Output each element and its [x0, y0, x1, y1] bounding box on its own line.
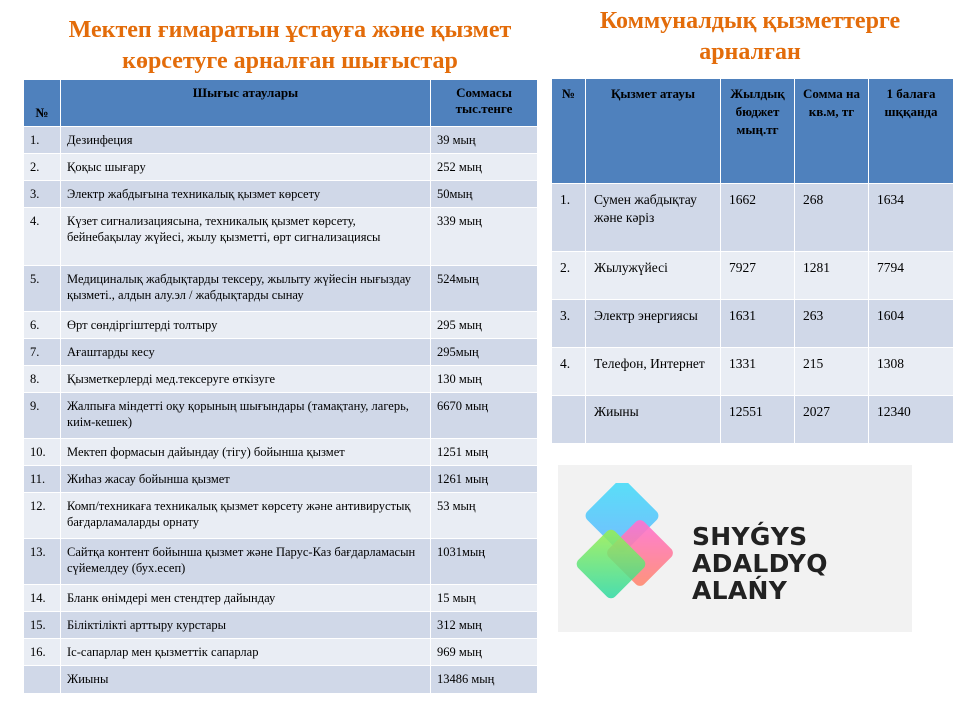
- table-row: [24, 339, 538, 366]
- col-header-num: №: [24, 80, 61, 127]
- cell-amount: 15 мың: [431, 585, 538, 612]
- table-row: [24, 127, 538, 154]
- cell-amount: 969 мың: [431, 639, 538, 666]
- table-row: [24, 666, 538, 694]
- cell-amount: 130 мың: [431, 366, 538, 393]
- cell-name: Бланк өнімдері мен стендтер дайындау: [61, 585, 431, 612]
- cell-amount: 312 мың: [431, 612, 538, 639]
- cell-num: 6.: [24, 312, 61, 339]
- table-row: [24, 181, 538, 208]
- cell-name: Күзет сигнализациясына, техникалық қызмет көрсету, бейнебақылау жүйесі, жылу қызметті, өрт сигнализациясы: [61, 208, 431, 266]
- cell-amount: 524мың: [431, 266, 538, 312]
- cell-name: Электр жабдығына техникалық қызмет көрсету: [61, 181, 431, 208]
- col-header-sum: Сомма на кв.м, тг: [795, 79, 869, 184]
- cell-name: Іс-сапарлар мен қызметтік сапарлар: [61, 639, 431, 666]
- cell-name: Жиһаз жасау бойынша қызмет: [61, 466, 431, 493]
- cell-num: 8.: [24, 366, 61, 393]
- cell-per-child: 7794: [869, 252, 954, 300]
- cell-budget: 1662: [721, 184, 795, 252]
- cell-num: [24, 666, 61, 694]
- cell-num: 3.: [552, 300, 586, 348]
- cell-budget: 12551: [721, 396, 795, 444]
- cell-num: 11.: [24, 466, 61, 493]
- col-header-num: №: [552, 79, 586, 184]
- cell-amount: 50мың: [431, 181, 538, 208]
- cell-name: Электр энергиясы: [586, 300, 721, 348]
- logo-line-1: SHYǴYS: [692, 522, 808, 551]
- cell-name: Қызметкерлерді мед.тексеруге өткізуге: [61, 366, 431, 393]
- logo-wordmark: [692, 523, 912, 604]
- col-header-service: Қызмет атауы: [586, 79, 721, 184]
- cell-amount: 339 мың: [431, 208, 538, 266]
- cell-budget: 1331: [721, 348, 795, 396]
- table-row: [24, 639, 538, 666]
- table-row: [552, 184, 954, 252]
- cell-name: Жиыны: [61, 666, 431, 694]
- cell-amount: 13486 мың: [431, 666, 538, 694]
- cell-amount: 1251 мың: [431, 439, 538, 466]
- cell-amount: 53 мың: [431, 493, 538, 539]
- cell-sum: 1281: [795, 252, 869, 300]
- cell-num: 10.: [24, 439, 61, 466]
- col-header-amount: Соммасы тыс.тенге: [431, 80, 538, 127]
- cell-amount: 252 мың: [431, 154, 538, 181]
- cell-name: Жылужүйесі: [586, 252, 721, 300]
- table-row: [552, 252, 954, 300]
- table-row: [24, 312, 538, 339]
- cell-amount: 295 мың: [431, 312, 538, 339]
- cell-name: Біліктілікті арттыру курстары: [61, 612, 431, 639]
- cell-amount: 1031мың: [431, 539, 538, 585]
- expenses-table: [23, 79, 538, 694]
- cell-budget: 7927: [721, 252, 795, 300]
- cell-sum: 215: [795, 348, 869, 396]
- cell-amount: 6670 мың: [431, 393, 538, 439]
- cell-name: Жалпыға міндетті оқу қорының шығындары (тамақтану, лагерь, киім-кешек): [61, 393, 431, 439]
- cell-num: 4.: [24, 208, 61, 266]
- cell-name: Сумен жабдықтау және кәріз: [586, 184, 721, 252]
- cell-per-child: 1308: [869, 348, 954, 396]
- table-row: [24, 208, 538, 266]
- table-row: [24, 393, 538, 439]
- table-row: [552, 300, 954, 348]
- cell-name: Медициналық жабдықтарды тексеру, жылыту жүйесін нығыздау қызметі., алдын алу.эл / жабдықтарды сынау: [61, 266, 431, 312]
- cell-sum: 268: [795, 184, 869, 252]
- cell-num: 14.: [24, 585, 61, 612]
- cell-sum: 2027: [795, 396, 869, 444]
- table-row: [24, 366, 538, 393]
- table-row: [24, 612, 538, 639]
- cell-amount: 39 мың: [431, 127, 538, 154]
- cell-name: Телефон, Интернет: [586, 348, 721, 396]
- table-row: [24, 493, 538, 539]
- col-header-name: Шығыс атаулары: [61, 80, 431, 127]
- cell-name: Комп/техникаға техникалық қызмет көрсету және антивирустық бағдарламаларды орнату: [61, 493, 431, 539]
- expenses-title: Мектеп ғимаратын ұстауға және қызмет көрсетуге арналған шығыстар: [68, 17, 512, 74]
- cell-name: Мектеп формасын дайындау (тігу) бойынша қызмет: [61, 439, 431, 466]
- cell-name: Ағаштарды кесу: [61, 339, 431, 366]
- cell-name: Өрт сөндіргіштерді толтыру: [61, 312, 431, 339]
- table-row: [24, 539, 538, 585]
- table-row: [24, 585, 538, 612]
- logo-panel: [558, 465, 912, 632]
- cell-sum: 263: [795, 300, 869, 348]
- cell-amount: 1261 мың: [431, 466, 538, 493]
- cell-num: 5.: [24, 266, 61, 312]
- cell-num: 16.: [24, 639, 61, 666]
- table-row: [24, 466, 538, 493]
- cell-per-child: 12340: [869, 396, 954, 444]
- cell-name: Жиыны: [586, 396, 721, 444]
- cell-amount: 295мың: [431, 339, 538, 366]
- cell-num: 1.: [24, 127, 61, 154]
- cell-num: 2.: [552, 252, 586, 300]
- logo-icon: [570, 483, 680, 613]
- col-header-per-child: 1 балаға шққанда: [869, 79, 954, 184]
- col-header-budget: Жылдық бюджет мың.тг: [721, 79, 795, 184]
- table-row: [24, 439, 538, 466]
- cell-per-child: 1634: [869, 184, 954, 252]
- table-row: [24, 266, 538, 312]
- cell-num: 15.: [24, 612, 61, 639]
- utilities-table: [551, 78, 954, 444]
- table-row: [24, 154, 538, 181]
- table-row: [552, 396, 954, 444]
- cell-num: 3.: [24, 181, 61, 208]
- cell-num: [552, 396, 586, 444]
- cell-num: 1.: [552, 184, 586, 252]
- cell-name: Қоқыс шығару: [61, 154, 431, 181]
- cell-name: Дезинфеция: [61, 127, 431, 154]
- cell-num: 9.: [24, 393, 61, 439]
- cell-num: 13.: [24, 539, 61, 585]
- cell-budget: 1631: [721, 300, 795, 348]
- cell-num: 7.: [24, 339, 61, 366]
- cell-num: 4.: [552, 348, 586, 396]
- table-row: [552, 348, 954, 396]
- cell-per-child: 1604: [869, 300, 954, 348]
- cell-num: 12.: [24, 493, 61, 539]
- logo-line-2: ADALDYQ ALAŃY: [692, 549, 828, 605]
- cell-name: Сайтқа контент бойынша қызмет және Парус-Каз бағдарламасын сүйемелдеу (бух.есеп): [61, 539, 431, 585]
- cell-num: 2.: [24, 154, 61, 181]
- utilities-title: Коммуналдық қызметтерге арналған: [599, 8, 901, 65]
